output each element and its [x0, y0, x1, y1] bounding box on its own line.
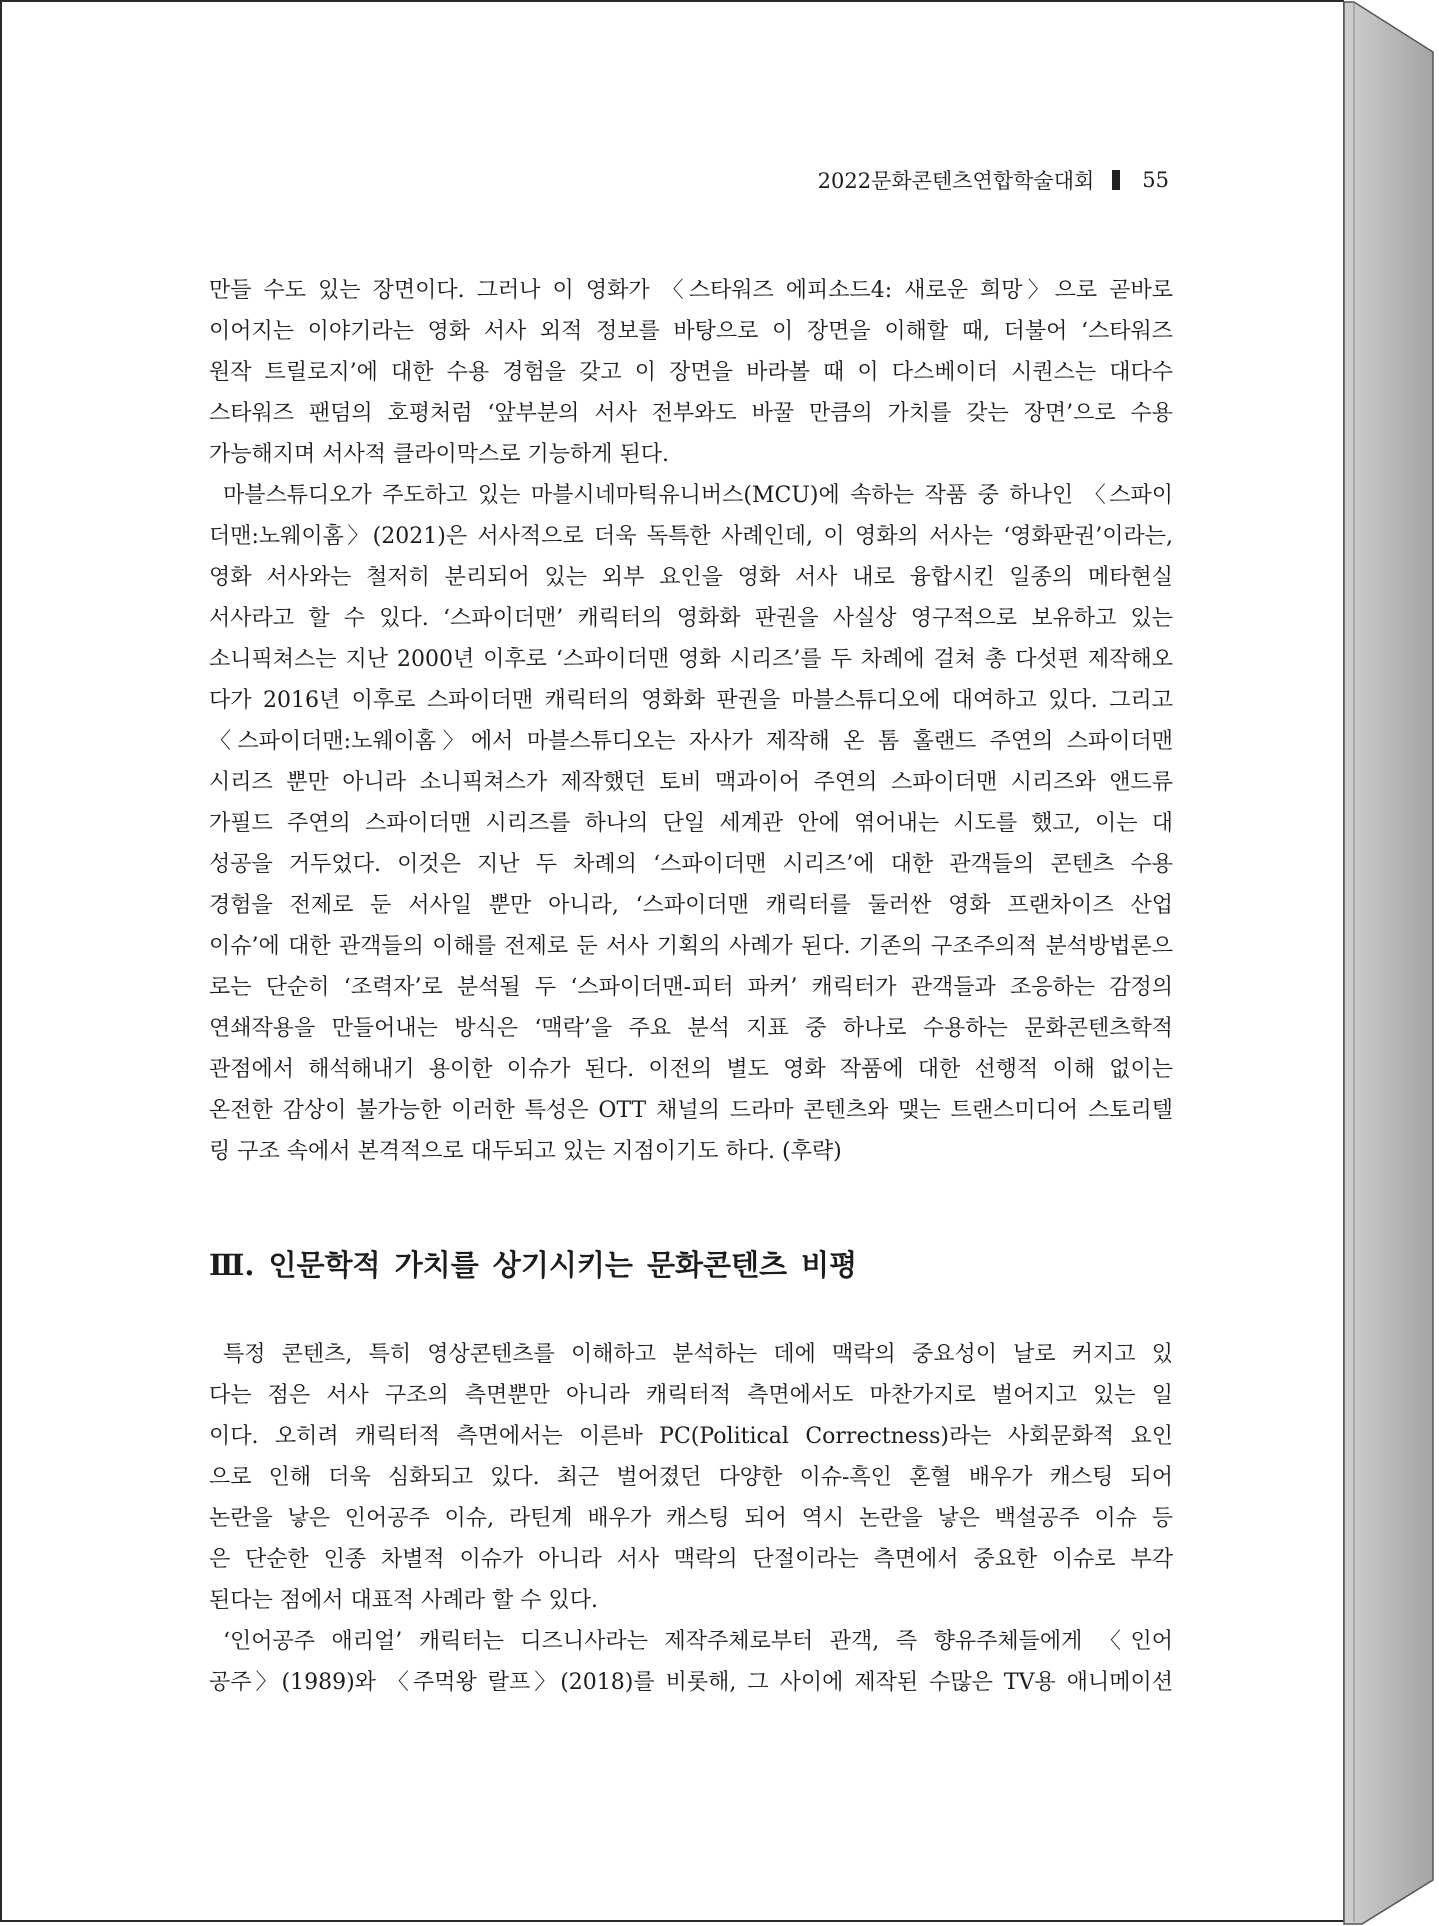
- text-line: 다는 점은 서사 구조의 측면뿐만 아니라 캐릭터적 측면에서도 마찬가지로 벌어지고 있는 일: [209, 1383, 1173, 1408]
- text-line: 이슈’에 대한 관객들의 이해를 전제로 둔 서사 기획의 사례가 된다. 기존의 구조주의적 분석방법론으: [209, 934, 1173, 959]
- text-line: 가능해지며 서사적 클라이막스로 기능하게 된다.: [209, 442, 670, 467]
- section-body-text: [209, 1334, 1173, 1703]
- conference-title: 2022문화콘텐츠연합학술대회: [817, 169, 1095, 193]
- paragraph: [209, 270, 1173, 475]
- text-line: 링 구조 속에서 본격적으로 대두되고 있는 지점이기도 하다. (후략): [209, 1139, 842, 1164]
- text-line: 서사라고 할 수 있다. ‘스파이더맨’ 캐릭터의 영화화 판권을 사실상 영구적으로 보유하고 있는: [209, 606, 1173, 631]
- text-line: 으로 인해 더욱 심화되고 있다. 최근 벌어졌던 다양한 이슈-흑인 혼혈 배우가 캐스팅 되어: [209, 1465, 1173, 1490]
- text-line: 이어지는 이야기라는 영화 서사 외적 정보를 바탕으로 이 장면을 이해할 때, 더불어 ‘스타워즈: [209, 319, 1173, 344]
- paragraph: [209, 475, 1173, 1172]
- text-line: 관점에서 해석해내기 용이한 이슈가 된다. 이전의 별도 영화 작품에 대한 선행적 이해 없이는: [209, 1057, 1173, 1082]
- text-line: 다가 2016년 이후로 스파이더맨 캐릭터의 영화화 판권을 마블스튜디오에 대여하고 있다. 그리고: [209, 688, 1173, 713]
- paragraph: [209, 1621, 1173, 1703]
- section-heading: Ⅲ. 인문학적 가치를 상기시키는 문화콘텐츠 비평: [209, 1248, 858, 1282]
- text-line: 온전한 감상이 불가능한 이러한 특성은 OTT 채널의 드라마 콘텐츠와 맺는 트랜스미디어 스토리텔: [209, 1098, 1173, 1123]
- running-header: [209, 164, 1169, 196]
- body-text: [209, 270, 1173, 1172]
- text-line: 가필드 주연의 스파이더맨 시리즈를 하나의 단일 세계관 안에 엮어내는 시도를 했고, 이는 대: [209, 811, 1173, 836]
- text-line: 논란을 낳은 인어공주 이슈, 라틴계 배우가 캐스팅 되어 역시 논란을 낳은 백설공주 이슈 등: [209, 1506, 1173, 1531]
- text-line: 연쇄작용을 만들어내는 방식은 ‘맥락’을 주요 분석 지표 중 하나로 수용하는 문화콘텐츠학적: [209, 1016, 1173, 1041]
- text-line: 원작 트릴로지’에 대한 수용 경험을 갖고 이 장면을 바라볼 때 이 다스베이더 시퀀스는 대다수: [209, 360, 1173, 385]
- header-divider-mark: [1112, 170, 1120, 190]
- text-line: 스타워즈 팬덤의 호평처럼 ‘앞부분의 서사 전부와도 바꿀 만큼의 가치를 갖는 장면’으로 수용: [209, 401, 1173, 426]
- text-line: 로는 단순히 ‘조력자’로 분석될 두 ‘스파이더맨-피터 파커’ 캐릭터가 관객들과 조응하는 감정의: [209, 975, 1173, 1000]
- text-line: 소니픽쳐스는 지난 2000년 이후로 ‘스파이더맨 영화 시리즈’를 두 차례에 걸쳐 총 다섯편 제작해오: [209, 647, 1173, 672]
- text-line: 마블스튜디오가 주도하고 있는 마블시네마틱유니버스(MCU)에 속하는 작품 중 하나인 〈스파이: [223, 483, 1173, 508]
- text-line: 영화 서사와는 철저히 분리되어 있는 외부 요인을 영화 서사 내로 융합시킨 일종의 메타현실: [209, 565, 1173, 590]
- page-number: 55: [1142, 168, 1169, 192]
- text-line: 〈스파이더맨:노웨이홈〉에서 마블스튜디오는 자사가 제작해 온 톰 홀랜드 주연의 스파이더맨: [209, 729, 1173, 754]
- text-line: ‘인어공주 애리얼’ 캐릭터는 디즈니사라는 제작주체로부터 관객, 즉 향유주체들에게 〈인어: [223, 1629, 1173, 1654]
- text-line: 이다. 오히려 캐릭터적 측면에서는 이른바 PC(Political Correctness)라는 사회문화적 요인: [209, 1424, 1173, 1449]
- book-page-edge: [1340, 0, 1439, 1926]
- text-line: 경험을 전제로 둔 서사일 뿐만 아니라, ‘스파이더맨 캐릭터를 둘러싼 영화 프랜차이즈 산업: [209, 893, 1173, 918]
- text-line: 은 단순한 인종 차별적 이슈가 아니라 서사 맥락의 단절이라는 측면에서 중요한 이슈로 부각: [209, 1547, 1173, 1572]
- text-line: 성공을 거두었다. 이것은 지난 두 차례의 ‘스파이더맨 시리즈’에 대한 관객들의 콘텐츠 수용: [209, 852, 1173, 877]
- text-line: 특정 콘텐츠, 특히 영상콘텐츠를 이해하고 분석하는 데에 맥락의 중요성이 날로 커지고 있: [223, 1342, 1173, 1367]
- paragraph: [209, 1334, 1173, 1621]
- text-line: 공주〉(1989)와 〈주먹왕 랄프〉(2018)를 비롯해, 그 사이에 제작된 수많은 TV용 애니메이션: [209, 1670, 1173, 1695]
- text-line: 더맨:노웨이홈〉(2021)은 서사적으로 더욱 독특한 사례인데, 이 영화의 서사는 ‘영화판권’이라는,: [209, 524, 1173, 549]
- text-line: 시리즈 뿐만 아니라 소니픽쳐스가 제작했던 토비 맥과이어 주연의 스파이더맨 시리즈와 앤드류: [209, 770, 1173, 795]
- text-line: 된다는 점에서 대표적 사례라 할 수 있다.: [209, 1588, 598, 1613]
- text-line: 만들 수도 있는 장면이다. 그러나 이 영화가 〈스타워즈 에피소드4: 새로운 희망〉으로 곧바로: [209, 278, 1173, 303]
